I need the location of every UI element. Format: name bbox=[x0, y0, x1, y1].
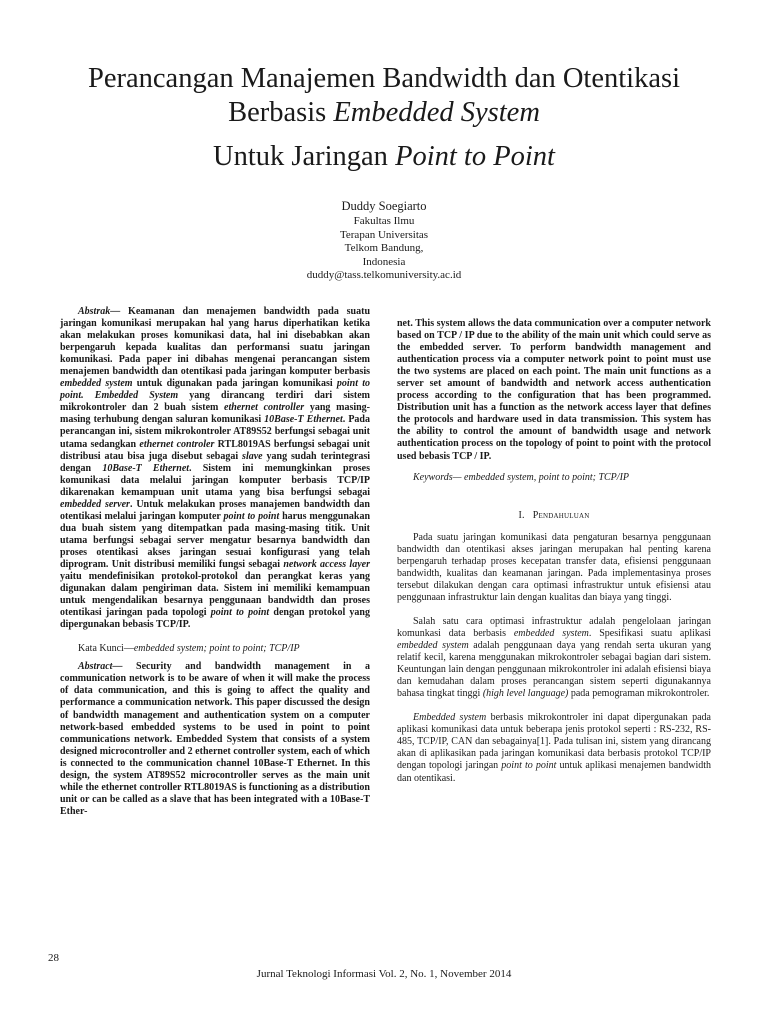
author-affiliation-1: Fakultas Ilmu bbox=[353, 215, 415, 228]
left-column bbox=[60, 306, 370, 818]
author-block bbox=[184, 200, 584, 282]
right-column bbox=[397, 318, 711, 797]
intro-paragraph-3: Embedded system berbasis mikrokontroler ini dapat dipergunakan pada aplikasi komunikasi data untuk beberapa jenis protokol seperti : RS-232, RS-485, TCP/IP, CAN dan sebagainya[1]. Pada tulisan ini, sistem yang dirancang akan di aplikasikan pada jaringan komunikasi data berbasis protokol TCP/IP dengan topologi jaringan point to point untuk aplikasi menajemen bandwidth dan otentikasi. bbox=[397, 712, 712, 784]
author-email: duddy@tass.telkomuniversity.ac.id bbox=[306, 269, 462, 282]
abstrak-paragraph: Abstrak— Keamanan dan menajemen bandwidth pada suatu jaringan komunikasi merupakan hal yang harus diperhatikan ketika akan melakukan proses komunikasi data, hal ini disebabkan akan berpengaruh kepada kualitas dan performansi suatu jaringan komunikasi. Pada paper ini dibahas mengenai perancangan sistem menajemen bandwidth dan otentikasi pada jaringan komputer berbasis embedded system untuk digunakan pada jaringan komunikasi point to point. Embedded System yang dirancang terdiri dari sistem mikrokontroler dan 2 buah sistem ethernet controller yang masing-masing terhubung dengan saluran komunikasi 10Base-T Ethernet. Pada perancangan ini, sistem mikrokontroler AT89S52 berfungsi sebagai unit utama sedangkan ethernet controler RTL8019AS berfungsi sebagai unit distribusi atau bisa juga disebut sebagai slave yang sudah terintegrasi dengan 10Base-T Ethernet. Sistem ini memungkinkan proses komunikasi data melalui jaringan komputer berbasis TCP/IP dikarenakan kemampuan unit utama yang bisa berfungsi sebagai embedded server. Untuk melakukan proses manajemen bandwidth dan otentikasi melalui jaringan komputer point to point harus menggunakan dua buah sistem yang ditempatkan pada masing-masing titik. Unit utama berfungsi sebagai server mengatur besarnya bandwidth dan proses otentikasi akses jaringan sesuai konfigurasi yang telah diprogram. Unit distribusi memiliki fungsi sebagai network access layer yaitu mendefinisikan protokol-protokol dan perangkat keras yang digunakan dalam pengiriman data. Sistem ini memiliki kemampuan untuk mengendalikan besarnya penggunaan bandwidth dan proses otentikasi jaringan pada topologi point to point dengan protokol yang dipergunakan bebasis TCP/IP. bbox=[60, 306, 371, 631]
journal-footer: Jurnal Teknologi Informasi Vol. 2, No. 1, November 2014 bbox=[256, 968, 512, 980]
author-affiliation-3: Telkom Bandung, bbox=[344, 242, 424, 255]
kata-kunci: Kata Kunci—embedded system; point to point; TCP/IP bbox=[78, 643, 300, 655]
section-heading-pendahuluan: I. Pendahuluan bbox=[518, 509, 590, 521]
paper-title-line-1: Perancangan Manajemen Bandwidth dan Otentikasi bbox=[88, 63, 680, 94]
intro-paragraph-1: Pada suatu jaringan komunikasi data pengaturan besarnya penggunaan bandwidth dan otentikasi akses jaringan merupakan hal penting karena berpengaruh terhadap proses kecepatan transfer data, efisiensi penggunaan bandwidth, kualitas dan keamanan jaringan. Pada implementasinya proses tersebut dilakukan dengan cara optimasi infrastruktur untuk efisiensi atau penggunaan infrastruktur lain dengan kualitas dan biaya yang tinggi. bbox=[397, 531, 711, 603]
abstract-english-right: net. This system allows the data communication over a computer network based on TCP / IP due to the ability of the main unit which could serve as the embedded server. To perform bandwidth management and authentication process via a computer network point to point must use the two systems are placed on each point. The main unit functions as a server set amount of bandwidth and network access authentication process according to the configuration that has been programmed. Distribution unit has a function as the network access layer that defines the protocols and hardware used in data transmission. This system has the ability to control the amount of bandwidth usage and network authentication process on the topology of point to point with the protocol used bebasis TCP / IP. bbox=[397, 318, 711, 462]
author-country: Indonesia bbox=[362, 255, 406, 268]
author-name: Duddy Soegiarto bbox=[341, 199, 427, 213]
page-number: 28 bbox=[48, 952, 59, 964]
paper-title-line-3: Untuk Jaringan Point to Point bbox=[213, 141, 555, 172]
author-affiliation-2: Terapan Universitas bbox=[339, 228, 429, 241]
paper-title-line-2: Berbasis Embedded System bbox=[228, 97, 540, 128]
intro-paragraph-2: Salah satu cara optimasi infrastruktur adalah pengelolaan jaringan komunkasi data berbasis embedded system. Spesifikasi suatu aplikasi embedded system adalah penggunaan daya yang rendah serta ukuran yang relatif kecil, karena menggunakan mikrokontroler sebagai bagian dari sistem. Keuntungan lain dengan penggunaan mikrokontroler ini adalah efisiensi biaya dan kemudahan dalam proses perancangan sistem seperti digunakannya bahasa tingkat tinggi (high level language) pada pemograman mikrokontroler. bbox=[397, 615, 712, 700]
abstract-english-left: Abstract— Security and bandwidth management in a communication network is to be aware of when it will make the process of data communication, and this is going to affect the quality and performance a communication network. This paper discussed the design of bandwidth management and authentication system on a computer network-based embedded systems to be used in point to point communications network. Embedded System that consists of a system designed microcontroller and 2 ethernet controller system, each of which is connected to the communication channel 10Base-T Ethernet. In this design, the system AT89S52 microcontroller serves as the main unit while the ethernet controller RTL8019AS is functioning as a distribution unit or can be called as a slave that has been integrated with a 10Base-T Ether- bbox=[60, 661, 370, 817]
keywords: Keywords— embedded system, point to point; TCP/IP bbox=[413, 471, 630, 483]
